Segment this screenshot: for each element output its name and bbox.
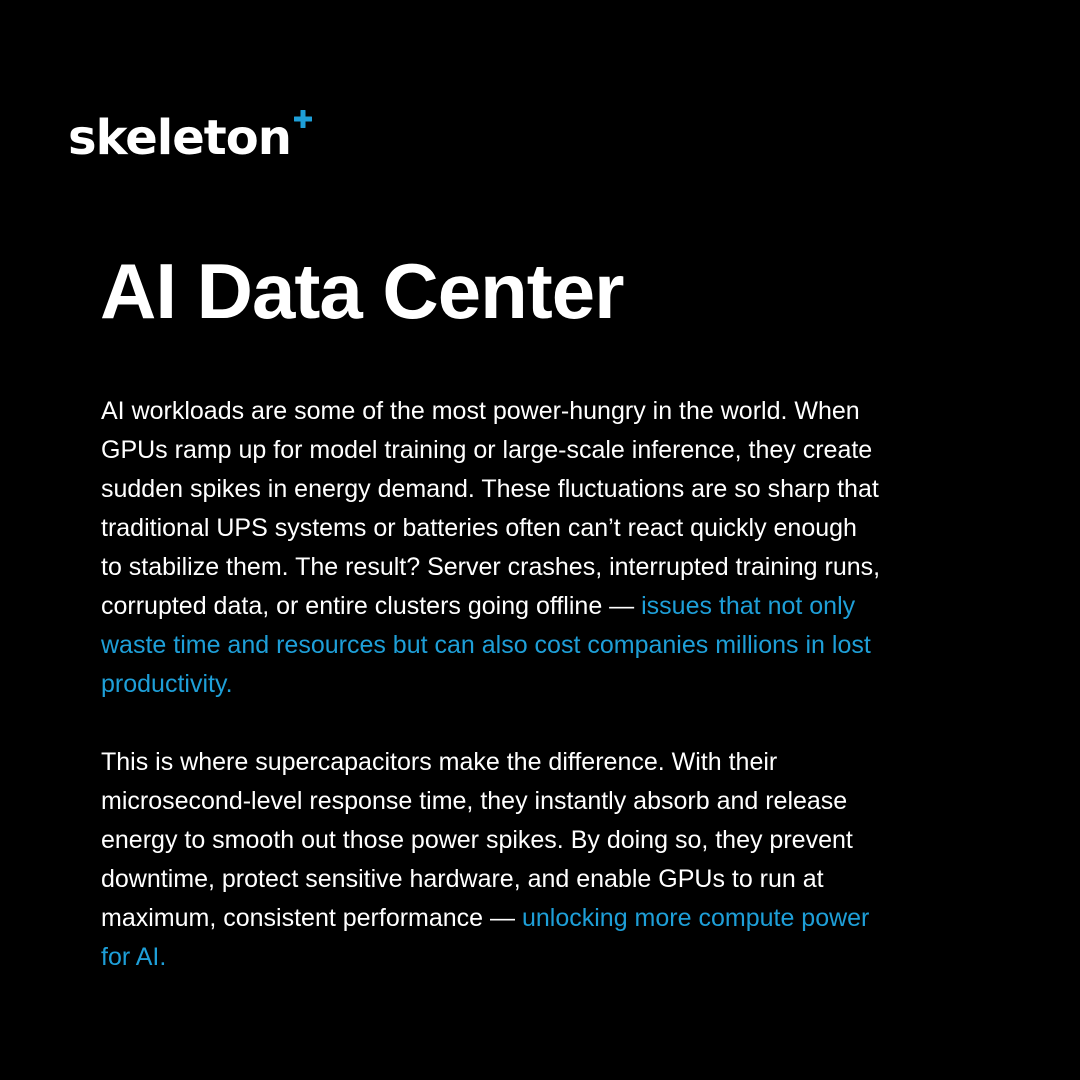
- body-text-segment: energy to smooth out those power spikes. By doing so, they prevent: [101, 826, 853, 854]
- text-line: [101, 392, 1001, 431]
- highlighted-text: productivity.: [101, 670, 233, 698]
- body-text: [101, 392, 1001, 977]
- text-line: [101, 548, 1001, 587]
- body-text-segment: maximum, consistent performance —: [101, 904, 522, 932]
- body-text-segment: sudden spikes in energy demand. These fluctuations are so sharp that: [101, 475, 879, 503]
- text-line: [101, 665, 1001, 704]
- body-text-segment: downtime, protect sensitive hardware, and enable GPUs to run at: [101, 865, 824, 893]
- text-line: [101, 899, 1001, 938]
- body-text-segment: to stabilize them. The result? Server crashes, interrupted training runs,: [101, 553, 881, 581]
- plus-icon: [293, 109, 313, 129]
- highlighted-text: waste time and resources but can also cost companies millions in lost: [101, 631, 871, 659]
- brand-logo: [68, 106, 313, 166]
- text-line: [101, 938, 1001, 977]
- highlighted-text: unlocking more compute power: [521, 904, 870, 932]
- text-line: [101, 782, 1001, 821]
- body-paragraph: [101, 392, 1001, 704]
- body-text-segment: This is where supercapacitors make the difference. With their: [101, 748, 778, 776]
- page-title: AI Data Center: [100, 247, 624, 335]
- text-line: [101, 743, 1001, 782]
- highlighted-text: for AI.: [101, 943, 167, 971]
- text-line: [101, 509, 1001, 548]
- brand-wordmark: skeleton: [68, 110, 291, 166]
- body-text-segment: GPUs ramp up for model training or large-scale inference, they create: [101, 436, 873, 464]
- body-paragraph: [101, 743, 1001, 977]
- text-line: [101, 470, 1001, 509]
- body-text-segment: microsecond-level response time, they instantly absorb and release: [101, 787, 848, 815]
- highlighted-text: issues that not only: [641, 592, 856, 620]
- body-text-segment: corrupted data, or entire clusters going offline —: [101, 592, 642, 620]
- body-text-segment: AI workloads are some of the most power-hungry in the world. When: [101, 397, 860, 425]
- text-line: [101, 587, 1001, 626]
- text-line: [101, 860, 1001, 899]
- text-line: [101, 626, 1001, 665]
- text-line: [101, 821, 1001, 860]
- body-text-segment: traditional UPS systems or batteries often can’t react quickly enough: [101, 514, 857, 542]
- text-line: [101, 431, 1001, 470]
